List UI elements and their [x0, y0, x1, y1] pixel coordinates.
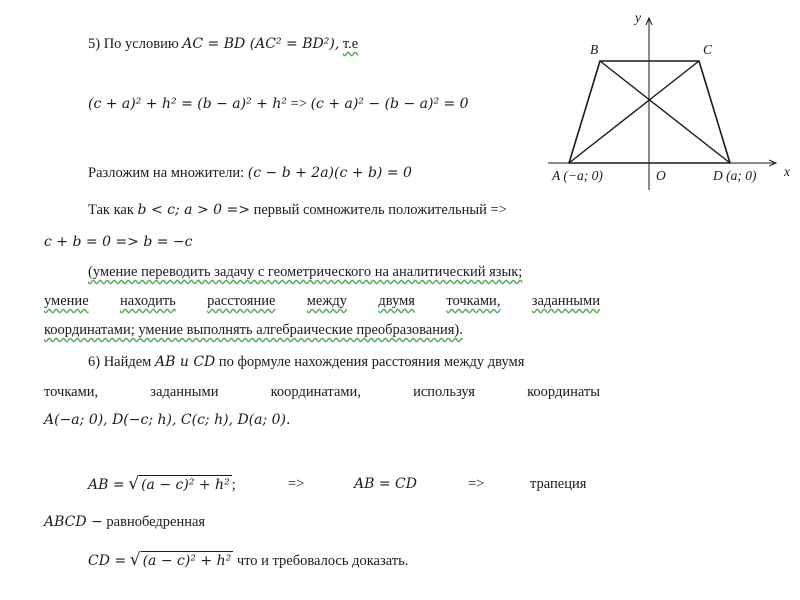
- cd-prefix: CD =: [88, 553, 127, 569]
- note-word: заданными: [531, 293, 600, 309]
- step6-word: координаты: [527, 384, 600, 400]
- coordinates-line: A(−a; 0), D(−c; h), C(c; h), D(a; 0).: [44, 412, 291, 428]
- sqrt-symbol: √: [128, 474, 140, 494]
- result-equation: c + b = 0 => b = −c: [44, 234, 193, 250]
- step6-lead: 6) Найдем: [88, 354, 152, 370]
- step6-word: используя: [413, 384, 475, 400]
- diagonal-bd: [600, 61, 730, 163]
- since-condition: b < c; a > 0 =>: [137, 202, 250, 218]
- cd-radicand: (a − c)² + h²: [142, 553, 232, 569]
- cd-formula-line: [88, 550, 408, 571]
- trapezoid-word: трапеция: [530, 476, 587, 492]
- note-word: умение: [44, 293, 89, 309]
- step6-segments: AB и CD: [155, 354, 216, 370]
- factor-label: Разложим на множители:: [88, 165, 245, 181]
- step6-word: координатами,: [270, 384, 361, 400]
- axis-y-label: y: [635, 10, 641, 25]
- step6-formula-text: по формуле нахождения расстояния между двумя: [218, 354, 525, 370]
- diagonal-ac: [569, 61, 699, 163]
- axis-x-label: x: [784, 164, 790, 179]
- equation-arrow: =>: [290, 96, 307, 112]
- step6-line-2: [44, 382, 600, 402]
- since-word: Так как: [88, 202, 134, 218]
- step5-te: т.е: [342, 36, 359, 52]
- step5-lead: 5) По условию: [88, 36, 179, 52]
- note-word: расстояние: [207, 293, 276, 309]
- vertex-c-label: C: [703, 42, 713, 57]
- vertex-b-label: B: [590, 42, 599, 57]
- qed-text: что и требовалось доказать.: [236, 553, 409, 569]
- arrow-1: =>: [288, 476, 305, 492]
- arrow-2: =>: [468, 476, 485, 492]
- equation-left: (c + a)² + h² = (b − a)² + h²: [88, 96, 287, 112]
- ab-formula-line: [88, 474, 600, 495]
- isosceles-line: [44, 512, 205, 532]
- note-word: между: [306, 293, 348, 309]
- abcd-label: ABCD −: [44, 514, 103, 530]
- vertex-d-label: D (a; 0): [713, 168, 757, 183]
- factor-line: [88, 163, 412, 183]
- positive-factor-text: первый сомножитель положительный =>: [253, 202, 507, 218]
- step5-condition-line: [88, 34, 358, 54]
- note-word: находить: [119, 293, 176, 309]
- ab-semicolon: ;: [231, 477, 236, 493]
- equation-line: [88, 94, 469, 114]
- note-line-1: (умение переводить задачу с геометрического на аналитический язык;: [88, 264, 523, 280]
- since-line: [88, 200, 600, 220]
- step6-word: заданными: [150, 384, 219, 400]
- note-line-3: координатами; умение выполнять алгебраические преобразования).: [44, 322, 463, 338]
- origin-label: O: [656, 168, 666, 183]
- step6-word: точками,: [44, 384, 99, 400]
- factor-expression: (c − b + 2a)(c + b) = 0: [247, 165, 412, 181]
- vertex-a-label: A (−a; 0): [552, 168, 603, 183]
- note-word: двумя: [378, 293, 415, 309]
- ab-equals-cd: AB = CD: [354, 476, 417, 492]
- sqrt-symbol: √: [129, 550, 141, 570]
- ab-radicand: (a − c)² + h²: [141, 477, 230, 493]
- step5-condition: AC = BD (AC² = BD²),: [182, 36, 340, 52]
- note-line-2: [44, 291, 600, 311]
- ab-prefix: AB =: [88, 477, 125, 493]
- trapezoid-figure: [540, 8, 800, 198]
- step6-line-1: [88, 352, 600, 372]
- isosceles-word: равнобедренная: [106, 514, 206, 530]
- equation-right: (c + a)² − (b − a)² = 0: [310, 96, 469, 112]
- note-word: точками,: [446, 293, 501, 309]
